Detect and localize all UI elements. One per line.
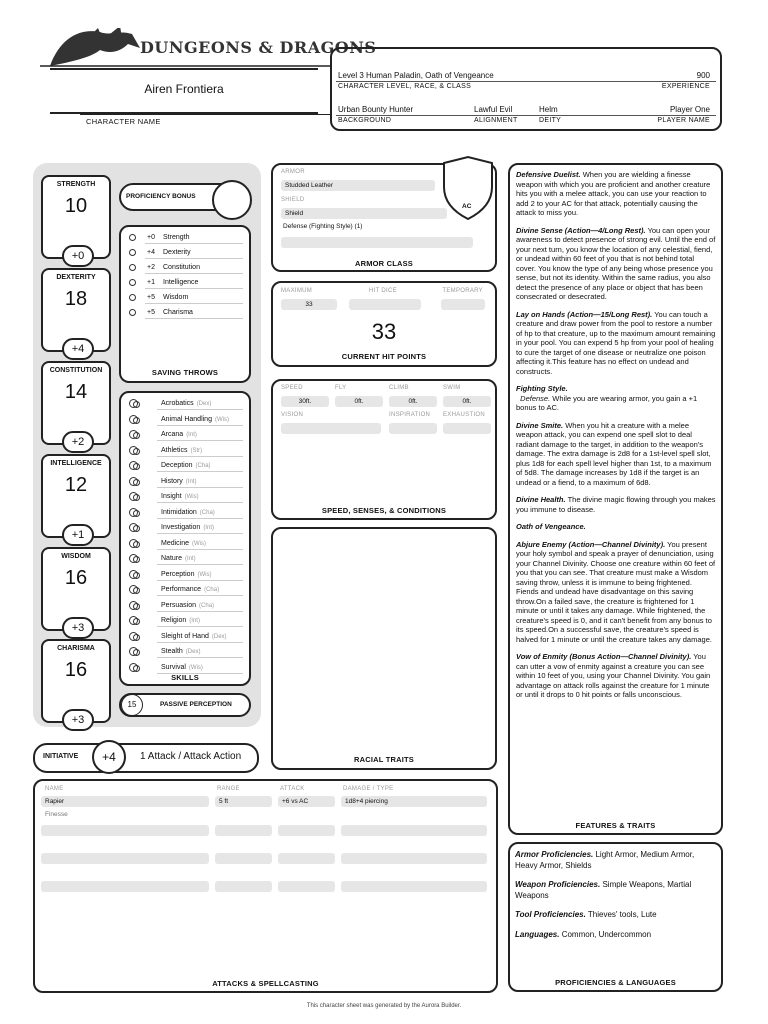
divider — [145, 273, 243, 274]
attack-range-field[interactable] — [215, 825, 272, 836]
proficiency-dot-icon[interactable] — [133, 587, 140, 594]
feature-description: When you hit a creature with a melee weapon attack, you can expend one spell slot to deal radiant damage to the target, in addition to the weapon's damage. The extra damage is 2d8 for a 1st-level spell slot, plus 1d8 for each spell level higher than 1st, to a maximum of 5d8. The damage increases by 1d8 if the target is an undead or a fiend, to a maximum of 6d8. — [516, 420, 712, 487]
attacks-per-action: 1 Attack / Attack Action — [140, 751, 242, 762]
ability-score[interactable]: 10 — [64, 195, 88, 217]
shield-label: SHIELD — [281, 197, 305, 203]
skill-row[interactable] — [127, 568, 243, 581]
current-hp-value[interactable]: 33 — [371, 319, 397, 344]
attack-damage-field[interactable]: 1d8+4 piercing — [341, 796, 487, 807]
ability-modifier: +3 — [62, 709, 94, 731]
experience-value[interactable]: 900 — [696, 71, 710, 80]
ability-intelligence — [41, 454, 111, 541]
feature-subname: Defense. — [520, 393, 551, 403]
character-name[interactable]: Airen Frontiera — [144, 82, 224, 96]
skill-row[interactable] — [127, 459, 243, 472]
proficiency-item — [515, 850, 716, 871]
max-hp-field[interactable]: 33 — [281, 299, 337, 310]
proficiency-name: Armor Proficiencies. — [515, 850, 594, 859]
ac-label: AC — [462, 203, 472, 210]
inspiration-field[interactable] — [389, 423, 437, 434]
saving-throw-row[interactable] — [127, 276, 243, 289]
skill-name: Insight (Wis) — [161, 493, 199, 500]
proficiency-dot-icon[interactable] — [133, 479, 140, 486]
skill-row[interactable] — [127, 552, 243, 565]
divider — [157, 564, 243, 565]
proficiency-dot-icon[interactable] — [133, 401, 140, 408]
temp-hp-label: TEMPORARY — [442, 288, 483, 294]
proficiency-dot-icon[interactable] — [133, 556, 140, 563]
save-mod: +0 — [147, 234, 155, 241]
armor-field[interactable]: Studded Leather — [281, 180, 435, 191]
ability-name: DEXTERITY — [56, 274, 96, 281]
proficiency-dot-icon[interactable] — [133, 618, 140, 625]
proficiencies-languages-box[interactable] — [508, 842, 723, 992]
temp-hp-field[interactable] — [441, 299, 485, 310]
attack-damage-header: DAMAGE / TYPE — [343, 786, 394, 792]
save-name: Wisdom — [163, 294, 189, 301]
divider — [145, 303, 243, 304]
divider — [157, 440, 243, 441]
attack-name-header: NAME — [45, 786, 64, 792]
skill-name: Stealth (Dex) — [161, 648, 201, 655]
feature-name: Divine Health. — [516, 495, 566, 504]
divider — [157, 502, 243, 503]
skill-row[interactable] — [127, 599, 243, 612]
skill-row[interactable] — [127, 645, 243, 658]
feature-item — [516, 226, 716, 302]
skill-name: Intimidation (Cha) — [161, 508, 215, 516]
character-name-label: CHARACTER NAME — [86, 117, 161, 126]
attack-bonus-field[interactable] — [278, 881, 335, 892]
divider — [157, 580, 243, 581]
feature-name: Fighting Style. — [516, 384, 568, 393]
armor-extra-field[interactable] — [281, 237, 473, 248]
proficiency-dot-icon[interactable] — [133, 417, 140, 424]
skill-name: Sleight of Hand (Dex) — [161, 632, 227, 640]
skills-title: SKILLS — [171, 673, 199, 682]
divider — [157, 425, 243, 426]
skill-row[interactable] — [127, 614, 243, 627]
ability-score[interactable]: 16 — [64, 567, 88, 589]
skill-row[interactable] — [127, 583, 243, 596]
divider — [157, 471, 243, 472]
ability-name: INTELLIGENCE — [50, 460, 102, 467]
player-name-value[interactable]: Player One — [669, 105, 710, 114]
passive-perception-value[interactable]: 15 — [121, 694, 143, 716]
divider — [157, 549, 243, 550]
skill-name: Medicine (Wis) — [161, 539, 207, 547]
skills-box — [119, 391, 251, 686]
divider — [145, 288, 243, 289]
feature-description: When you are wielding a finesse weapon with which you are proficient and another creature hits you with a melee attack, you can use your reaction to add 2 to your AC for that attack, potentially causing the attack to miss you. — [516, 170, 711, 217]
skill-name: Acrobatics (Dex) — [161, 400, 212, 407]
feature-item — [516, 170, 716, 218]
skill-row[interactable] — [127, 630, 243, 643]
proficiency-value: Light Armor, Medium Armor, Heavy Armor, Shields — [515, 850, 695, 870]
hit-dice-field[interactable] — [349, 299, 421, 310]
shield-icon — [440, 155, 496, 221]
skill-row[interactable] — [127, 444, 243, 457]
divider — [157, 487, 243, 488]
class-level-label: CHARACTER LEVEL, RACE, & CLASS — [338, 83, 472, 90]
skill-ability: (Dex) — [196, 401, 212, 407]
save-name: Intelligence — [163, 279, 199, 286]
attack-range-header: RANGE — [217, 786, 240, 792]
saving-throw-row[interactable] — [127, 306, 243, 319]
swim-field[interactable]: 0ft. — [443, 396, 491, 407]
speed-senses-title: SPEED, SENSES, & CONDITIONS — [321, 506, 447, 515]
skill-ability: (Wis) — [192, 540, 207, 547]
proficiency-dot-icon[interactable] — [133, 463, 140, 470]
attack-bonus-header: ATTACK — [280, 786, 305, 792]
divider — [157, 456, 243, 457]
ac-bonus-note: Defense (Fighting Style) (1) — [283, 223, 363, 230]
deity-label: DEITY — [539, 117, 562, 124]
attack-range-field[interactable]: 5 ft — [215, 796, 272, 807]
feature-description: You can utter a vow of enmity against a creature you can see within 10 feet of you, using your Channel Divinity. You gain advantage on attack rolls against the creature for 1 minute or until it drops to 0 hit points or falls unconscious. — [516, 652, 711, 699]
current-hp-title: CURRENT HIT POINTS — [341, 352, 427, 361]
swim-label: SWIM — [443, 385, 461, 391]
proficiency-dot-icon[interactable] — [133, 572, 140, 579]
skill-name: Survival (Wis) — [161, 663, 203, 671]
ability-score[interactable]: 16 — [64, 659, 88, 681]
feature-name: Oath of Vengeance. — [516, 522, 586, 531]
skill-ability: (Dex) — [211, 633, 227, 640]
skill-name: Athletics (Str) — [161, 446, 203, 454]
divider — [80, 114, 330, 115]
feature-item — [516, 522, 716, 532]
feature-item — [516, 384, 716, 413]
divider — [145, 243, 243, 244]
proficiency-dot-icon[interactable] — [133, 541, 140, 548]
saving-throw-row[interactable] — [127, 261, 243, 274]
skill-ability: (Str) — [190, 447, 203, 454]
ability-modifier: +4 — [62, 338, 94, 360]
attack-damage-field[interactable] — [341, 881, 487, 892]
feature-item — [516, 495, 716, 514]
skill-row[interactable] — [127, 397, 243, 410]
proficiencies-text — [515, 850, 716, 949]
logo-text: DUNGEONS & DRAGONS — [140, 38, 377, 57]
skill-ability: (Cha) — [199, 602, 215, 609]
ability-strength — [41, 175, 111, 262]
speed-field[interactable]: 30ft. — [281, 396, 329, 407]
divider — [145, 258, 243, 259]
armor-label: ARMOR — [281, 169, 305, 175]
divider — [336, 115, 716, 116]
saving-throws-box — [119, 225, 251, 383]
divider — [145, 318, 243, 319]
fly-label: FLY — [335, 385, 347, 391]
feature-name: Divine Sense (Action—4/Long Rest). — [516, 225, 646, 235]
proficiency-dot-icon[interactable] — [133, 448, 140, 455]
feature-item — [516, 421, 716, 488]
divider — [157, 626, 243, 627]
skill-ability: (Int) — [186, 432, 197, 438]
save-name: Dexterity — [163, 249, 191, 256]
skill-name: Animal Handling (Wis) — [161, 415, 229, 423]
proficiency-dot-icon[interactable] — [129, 264, 136, 271]
divider — [157, 409, 243, 410]
proficiency-item — [515, 930, 716, 941]
proficiency-item — [515, 910, 716, 921]
save-name: Strength — [163, 234, 190, 241]
racial-traits-title: RACIAL TRAITS — [354, 755, 414, 764]
save-name: Constitution — [163, 264, 200, 271]
feature-item — [516, 540, 716, 645]
skill-row[interactable] — [127, 413, 243, 426]
feature-name: Lay on Hands (Action—15/Long Rest). — [516, 309, 653, 319]
attack-note: Finesse — [45, 811, 68, 818]
divider — [157, 518, 243, 519]
feature-item — [516, 310, 716, 377]
skill-name: Religion (Int) — [161, 617, 200, 624]
ability-charisma — [41, 639, 111, 726]
proficiency-dot-icon[interactable] — [129, 234, 136, 241]
feature-item — [516, 652, 716, 700]
feature-name: Abjure Enemy (Action—Channel Divinity). — [516, 539, 666, 549]
alignment-label: ALIGNMENT — [474, 117, 518, 124]
ability-dexterity — [41, 268, 111, 355]
proficiency-dot-icon[interactable] — [133, 494, 140, 501]
saving-throw-row[interactable] — [127, 291, 243, 304]
ability-modifier: +2 — [62, 431, 94, 453]
skill-name: Arcana (Int) — [161, 431, 197, 438]
proficiency-bonus-label: PROFICIENCY BONUS — [126, 193, 196, 200]
attack-name-field[interactable] — [41, 881, 209, 892]
save-mod: +2 — [147, 264, 155, 271]
skill-ability: (Int) — [185, 478, 197, 485]
ability-name: STRENGTH — [56, 181, 96, 188]
proficiency-dot-icon[interactable] — [133, 603, 140, 610]
max-hp-label: MAXIMUM — [281, 288, 313, 294]
proficiency-value: Common, Undercommon — [561, 929, 652, 939]
attack-range-field[interactable] — [215, 853, 272, 864]
alignment-value[interactable]: Lawful Evil — [474, 105, 513, 114]
skill-ability: (Wis) — [188, 664, 203, 671]
proficiency-item — [515, 880, 716, 901]
attack-name-field[interactable] — [41, 853, 209, 864]
footer-note: This character sheet was generated by the Aurora Builder. — [306, 1003, 462, 1009]
feature-name: Divine Smite. — [516, 420, 564, 430]
ability-constitution — [41, 361, 111, 448]
feature-description: You present your holy symbol and speak a prayer of denunciation, using your Channel Divinity. Choose one creature within 60 feet of you that you can see. That creature must make a Wisdom saving throw, unless it is immune to being frightened. Fiends and undead have disadvantage on this saving throw.On a failed save, the creature is frightened for 1 minute or until it takes any damage. While frightened, the creature's speed is 0, and it can't benefit from any bonus to its speed.On a successful save, the creature's speed is halved for 1 minute or until the creature takes any damage. — [516, 539, 716, 644]
proficiencies-languages-title: PROFICIENCIES & LANGUAGES — [555, 978, 676, 987]
proficiency-dot-icon[interactable] — [129, 279, 136, 286]
skill-name: Deception (Cha) — [161, 462, 211, 469]
skill-name: Investigation (Int) — [161, 524, 214, 531]
proficiency-dot-icon[interactable] — [133, 649, 140, 656]
skill-row[interactable] — [127, 537, 243, 550]
feature-name: Vow of Enmity (Bonus Action—Channel Divinity). — [516, 652, 692, 661]
skill-name: Performance (Cha) — [161, 586, 220, 593]
initiative-label: INITIATIVE — [43, 753, 79, 760]
ability-name: CHARISMA — [57, 645, 95, 652]
attack-name-field[interactable] — [41, 825, 209, 836]
skill-ability: (Dex) — [185, 649, 201, 655]
skill-row[interactable] — [127, 475, 243, 488]
class-level-value[interactable]: Level 3 Human Paladin, Oath of Vengeance — [338, 71, 494, 80]
proficiency-dot-icon[interactable] — [129, 294, 136, 301]
feature-description: You can open your awareness to detect presence of strong evil. Until the end of your next turn, you know the location of any celestial, fiend, or undead within 60 feet of you that is not behind total cover. You know the type of any being whose presence you sense, but not its identity. Within the same radius, you also detect the presence of any place or object that has been consecrated or desecrated. — [516, 225, 716, 301]
proficiency-dot-icon[interactable] — [133, 665, 140, 672]
shield-field[interactable]: Shield — [281, 208, 447, 219]
proficiency-dot-icon[interactable] — [133, 634, 140, 641]
speed-senses-box — [271, 379, 497, 520]
climb-field[interactable]: 0ft. — [389, 396, 437, 407]
skill-row[interactable] — [127, 428, 243, 441]
saving-throw-row[interactable] — [127, 246, 243, 259]
features-traits-box[interactable] — [508, 163, 723, 835]
features-text — [516, 170, 716, 708]
ability-name: CONSTITUTION — [49, 367, 103, 374]
attack-damage-field[interactable] — [341, 825, 487, 836]
attack-damage-field[interactable] — [341, 853, 487, 864]
skill-ability: (Wis) — [214, 416, 229, 423]
ability-wisdom — [41, 547, 111, 634]
background-value[interactable]: Urban Bounty Hunter — [338, 105, 414, 114]
skill-name: Perception (Wis) — [161, 570, 212, 578]
initiative-value[interactable]: +4 — [92, 740, 126, 774]
save-name: Charisma — [163, 309, 193, 316]
hit-points-box — [271, 281, 497, 367]
exhaustion-label: EXHAUSTION — [443, 412, 486, 418]
skill-row[interactable] — [127, 490, 243, 503]
attack-bonus-field[interactable]: +6 vs AC — [278, 796, 335, 807]
vision-field[interactable] — [281, 423, 381, 434]
proficiency-name: Weapon Proficiencies. — [515, 880, 601, 889]
proficiency-dot-icon[interactable] — [133, 525, 140, 532]
divider — [157, 533, 243, 534]
passive-perception-label: PASSIVE PERCEPTION — [160, 701, 232, 708]
skill-ability: (Int) — [185, 556, 196, 562]
skill-row[interactable] — [127, 521, 243, 534]
ability-score[interactable]: 18 — [64, 288, 88, 310]
skill-ability: (Cha) — [199, 509, 215, 516]
divider — [157, 611, 243, 612]
feature-description: The divine magic flowing through you makes you immune to disease. — [516, 495, 716, 514]
divider — [157, 595, 243, 596]
divider — [336, 81, 716, 82]
divider — [157, 642, 243, 643]
attack-name-field[interactable]: Rapier — [41, 796, 209, 807]
climb-label: CLIMB — [389, 385, 409, 391]
ability-modifier: +3 — [62, 617, 94, 639]
skill-name: Nature (Int) — [161, 555, 196, 562]
armor-class-title: ARMOR CLASS — [354, 259, 414, 268]
attack-range-field[interactable] — [215, 881, 272, 892]
racial-traits-box[interactable] — [271, 527, 497, 770]
ability-name: WISDOM — [61, 553, 91, 560]
proficiency-dot-icon[interactable] — [133, 510, 140, 517]
feature-name: Defensive Duelist. — [516, 170, 581, 179]
save-mod: +5 — [147, 294, 155, 301]
saving-throw-row[interactable] — [127, 231, 243, 244]
saving-throws-title: SAVING THROWS — [151, 368, 219, 377]
features-traits-title: FEATURES & TRAITS — [575, 821, 656, 830]
skill-ability: (Cha) — [204, 587, 220, 593]
hit-dice-label: HIT DICE — [369, 288, 397, 294]
feature-description: While you are wearing armor, you gain a +1 bonus to AC. — [516, 393, 698, 412]
experience-label: EXPERIENCE — [661, 83, 710, 90]
background-label: BACKGROUND — [338, 117, 392, 124]
skill-ability: (Cha) — [195, 463, 211, 469]
speed-label: SPEED — [281, 385, 303, 391]
ability-score[interactable]: 12 — [64, 474, 88, 496]
fly-field[interactable]: 0ft. — [335, 396, 383, 407]
vision-label: VISION — [281, 412, 304, 418]
proficiency-dot-icon[interactable] — [129, 309, 136, 316]
skill-ability: (Int) — [189, 618, 200, 624]
proficiency-dot-icon[interactable] — [129, 249, 136, 256]
save-mod: +1 — [147, 279, 155, 286]
save-mod: +4 — [147, 249, 155, 256]
skill-ability: (Wis) — [184, 494, 199, 500]
proficiency-value: Simple Weapons, Martial Weapons — [515, 880, 692, 900]
ability-modifier: +1 — [62, 524, 94, 546]
exhaustion-field[interactable] — [443, 423, 491, 434]
skill-name: History (Int) — [161, 477, 197, 485]
character-info-box — [330, 47, 722, 131]
proficiency-value: Thieves' tools, Lute — [587, 910, 657, 919]
proficiency-dot-icon[interactable] — [133, 432, 140, 439]
ability-score[interactable]: 14 — [64, 381, 88, 403]
skill-ability: (Wis) — [197, 571, 212, 578]
attacks-spellcasting-box — [33, 779, 498, 993]
feature-description: You can touch a creature and draw power from the pool to restore a number of hp to that creature, up to the maximum amount remaining in your pool. You can expend 5 hp from your pool of healing to cure the target of one disease or neutralize one poison affecting it.This feature has no effect on undead and constructs. — [516, 309, 716, 376]
inspiration-label: INSPIRATION — [389, 412, 431, 418]
deity-value[interactable]: Helm — [539, 105, 558, 114]
proficiency-name: Tool Proficiencies. — [515, 910, 586, 919]
proficiency-name: Languages. — [515, 929, 560, 939]
skill-row[interactable] — [127, 661, 243, 674]
ability-modifier: +0 — [62, 245, 94, 267]
skill-ability: (Int) — [203, 525, 214, 531]
skill-name: Persuasion (Cha) — [161, 601, 215, 609]
player-name-label: PLAYER NAME — [657, 117, 710, 124]
divider — [157, 657, 243, 658]
save-mod: +5 — [147, 309, 155, 316]
attacks-spellcasting-title: ATTACKS & SPELLCASTING — [212, 979, 319, 988]
proficiency-bonus-value[interactable] — [212, 180, 252, 220]
attack-bonus-field[interactable] — [278, 853, 335, 864]
attack-bonus-field[interactable] — [278, 825, 335, 836]
skill-row[interactable] — [127, 506, 243, 519]
